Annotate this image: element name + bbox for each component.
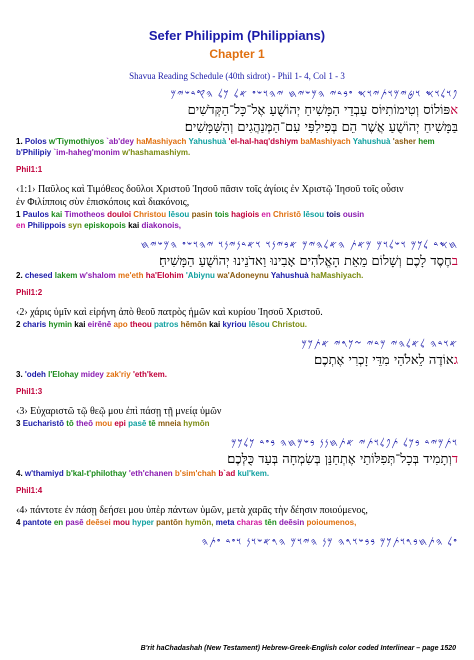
verse-number: 2. [16, 271, 23, 280]
transliteration-line [0, 136, 474, 158]
greek-translit-word: en [53, 518, 64, 527]
paleo-hebrew-line: 𐤏𐤋 𐤄𐤕𐤇𐤁𐤓𐤅𐤕𐤊𐤌 𐤁𐤁𐤔𐤅𐤓𐤄 𐤌𐤍 𐤄𐤉𐤅𐤌 𐤄𐤓𐤀𐤔𐤅𐤍 𐤅𐤏𐤃 𐤏𐤕𐤄 [201, 537, 458, 548]
greek-translit-word: douloi [107, 210, 132, 219]
hebrew-line [0, 451, 474, 468]
greek-transliteration-line [0, 418, 474, 429]
transliteration-line [0, 270, 474, 281]
translit-word: ha'Elohim [145, 271, 184, 280]
greek-translit-word: hagiois [231, 210, 260, 219]
hebrew-text: פּוֹלוֹס וְטִימוֹתִיּוֹס עַבְדֵי הַמָּשִׁיחַ יְהוֹשֻׁעַ אֶל־כָּל־הַקְּדֹשִׁים [187, 103, 451, 118]
hebrew-line [0, 102, 474, 119]
verse-number-hebrew: א [450, 103, 458, 118]
greek-translit-word: hymōn, [185, 518, 214, 527]
greek-translit-word: kyriou [222, 320, 247, 329]
greek-line: ‹1:1› Παῦλος καὶ Τιμόθεος δοῦλοι Χριστοῦ Ἰησοῦ πᾶσιν τοῖς ἁγίοις ἐν Χριστῷ Ἰησοῦ τοῖς οὖσιν [16, 184, 404, 195]
translit-word: haMashiyach. [310, 271, 364, 280]
reading-schedule: Shavua Reading Schedule (40th sidrot) - Phil 1- 4, Col 1 - 3 [129, 71, 345, 81]
greek-transliteration-line [0, 220, 474, 231]
translit-word: haMashiyach [136, 137, 187, 146]
verse-number: 4. [16, 469, 23, 478]
greek-translit-word: Philippois [27, 221, 66, 230]
paleo-hebrew-line: 𐤅𐤕𐤌𐤉𐤃 𐤁𐤊𐤋 𐤕𐤐𐤋𐤅𐤕𐤉 𐤀𐤕𐤇𐤍𐤍 𐤁𐤔𐤌𐤇𐤄 𐤁𐤏𐤃 𐤊𐤋𐤊𐤌 [231, 438, 458, 449]
hebrew-line [0, 253, 474, 270]
hebrew-text: אוֹדֶה לֵאלֹהַי מִדֵּי זָכְרִי אֶתְכֶם׃ [314, 353, 454, 368]
translit-word: w'Tiymothiyos [48, 137, 105, 146]
greek-translit-word: Christou. [271, 320, 307, 329]
translit-word: b`ad [218, 469, 236, 478]
greek-translit-word: kai [128, 221, 140, 230]
greek-translit-word: poioumenos, [306, 518, 357, 527]
greek-translit-word: en [261, 210, 271, 219]
greek-translit-word: Eucharistō [22, 419, 65, 428]
greek-translit-word: deēsin [278, 518, 305, 527]
greek-translit-word: mneia [157, 419, 182, 428]
greek-translit-word: deēsei [85, 518, 111, 527]
greek-translit-word: hymōn [183, 419, 210, 428]
greek-translit-word: tō [66, 419, 74, 428]
translit-word: lakem [54, 271, 78, 280]
greek-translit-word: Iēsou [303, 210, 325, 219]
translit-word: 'eth'chanen [128, 469, 173, 478]
greek-translit-word: pantōn [156, 518, 183, 527]
translit-word: Polos [24, 137, 47, 146]
transliteration-line [0, 468, 474, 479]
translit-word: Yahushuà [270, 271, 309, 280]
greek-translit-word: mou [95, 419, 113, 428]
greek-translit-word: episkopois [84, 221, 126, 230]
greek-translit-word: Iēsou [248, 320, 270, 329]
translit-word: 'odeh [24, 370, 46, 379]
greek-translit-word: hēmōn [180, 320, 207, 329]
translit-word: wa'Adoneynu [217, 271, 269, 280]
verse-number: 2 [16, 320, 21, 329]
hebrew-line [0, 352, 474, 369]
greek-translit-word: tois [326, 210, 341, 219]
greek-translit-word: kai [51, 210, 63, 219]
translit-word: baMashiyach [300, 137, 351, 146]
greek-translit-word: Christou [133, 210, 167, 219]
verse-number: 4 [16, 518, 21, 527]
greek-translit-word: tēn [264, 518, 277, 527]
greek-translit-word: kai [209, 320, 221, 329]
greek-line: ‹3› Εὐχαριστῶ τῷ θεῷ μου ἐπὶ πάσῃ τῇ μνείᾳ ὑμῶν [16, 406, 222, 417]
greek-translit-word: hymin [48, 320, 73, 329]
greek-transliteration-line [0, 209, 474, 220]
chapter-heading: Chapter 1 [209, 47, 265, 61]
greek-translit-word: apo [113, 320, 128, 329]
verse-number-hebrew: ב [451, 254, 458, 269]
verse-number: 1. [16, 137, 23, 146]
greek-translit-word: Iēsou [168, 210, 190, 219]
greek-translit-word: tois [214, 210, 229, 219]
translit-word: zak'riy [106, 370, 131, 379]
greek-translit-word: Paulos [22, 210, 49, 219]
greek-line: ‹2› χάρις ὑμῖν καὶ εἰρήνη ἀπὸ θεοῦ πατρὸς ἡμῶν καὶ κυρίου Ἰησοῦ Χριστοῦ. [16, 307, 323, 318]
translit-word: 'Abiynu [185, 271, 215, 280]
greek-translit-word: syn [68, 221, 82, 230]
greek-transliteration-line [0, 517, 474, 528]
paleo-hebrew-line: 𐤇𐤎𐤃 𐤋𐤊𐤌 𐤅𐤔𐤋𐤅𐤌 𐤌𐤀𐤕 𐤄𐤀𐤋𐤄𐤉𐤌 𐤀𐤁𐤉𐤍𐤅 𐤅𐤀𐤃𐤍𐤉𐤍𐤅 𐤉𐤄𐤅𐤔𐤏 𐤄𐤌𐤔𐤉𐤇 [140, 240, 458, 251]
translit-word: 'asher [392, 137, 416, 146]
greek-translit-word: meta [215, 518, 235, 527]
paleo-hebrew-line: 𐤐𐤅𐤋𐤅𐤎 𐤅𐤈𐤉𐤌𐤅𐤕𐤉𐤅𐤎 𐤏𐤁𐤃𐤉 𐤄𐤌𐤔𐤉𐤇 𐤉𐤄𐤅𐤔𐤏 𐤀𐤋 𐤊𐤋 𐤄𐤒𐤃𐤔𐤉𐤌 [170, 89, 458, 100]
greek-line: ἐν Φιλίπποις σὺν ἐπισκόποις καὶ διακόνοις, [16, 197, 190, 208]
verse-reference: Phil1:3 [16, 387, 43, 396]
verse-number-hebrew: ד [451, 452, 458, 467]
greek-translit-word: theou [129, 320, 152, 329]
greek-translit-word: theō [76, 419, 93, 428]
hebrew-text: וְתָמִיד בְּכָל־תְּפִלּוֹתַי אֶתְחַנֵּן בְּשִׂמְחָה בְּעַד כֻּלְּכֶם׃ [227, 452, 452, 467]
translit-word: l'Elohay [48, 370, 79, 379]
greek-translit-word: ousin [342, 210, 365, 219]
verse-reference: Phil1:4 [16, 486, 43, 495]
translit-word: Yahushuà [188, 137, 227, 146]
transliteration-line [0, 369, 474, 380]
greek-translit-word: Christō [273, 210, 301, 219]
greek-translit-word: pasē [128, 419, 147, 428]
translit-word: midey [80, 370, 104, 379]
translit-word: w'thamiyd [24, 469, 64, 478]
book-title: Sefer Philippim (Philippians) [148, 28, 326, 43]
translit-word: b'sim'chah [174, 469, 217, 478]
translit-word: me'eth [118, 271, 144, 280]
greek-translit-word: eirēnē [87, 320, 112, 329]
translit-word: kul'kem. [237, 469, 270, 478]
greek-translit-word: mou [113, 518, 130, 527]
page-footer: B'rit haChadashah (New Testament) Hebrew-Greek-English color coded Interlinear – page 1520 [140, 645, 456, 652]
translit-word: b'Philipiy [16, 148, 52, 157]
translit-word: Yahushuà [352, 137, 391, 146]
greek-translit-word: charis [22, 320, 47, 329]
translit-word: w'hashamashiym. [122, 148, 191, 157]
hebrew-line: בַּמָּשִׁיחַ יְהוֹשֻׁעַ אֲשֶׁר הֵם בְּפִילִפִּי עִם־הַמְּנַהֲגִים וְהַשַּׁמָּשִׁים׃ [184, 120, 458, 135]
verse-number: 3. [16, 370, 23, 379]
greek-translit-word: Timotheos [64, 210, 105, 219]
hebrew-text: חֶסֶד לָכֶם וְשָׁלוֹם מֵאֵת הָאֱלֹהִים אָבִינוּ וַאדֹנֵינוּ יְהוֹשֻׁעַ הַמָּשִׁיחַ׃ [159, 254, 452, 269]
translit-word: chesed [24, 271, 53, 280]
greek-translit-word: kai [74, 320, 86, 329]
greek-translit-word: hyper [132, 518, 154, 527]
translit-word: `ab'dey [106, 137, 134, 146]
verse-reference: Phil1:2 [16, 288, 43, 297]
greek-translit-word: charas [236, 518, 263, 527]
verse-number: 3 [16, 419, 21, 428]
greek-line: ‹4› πάντοτε ἐν πάσῃ δεήσει μου ὑπὲρ πάντων ὑμῶν, μετὰ χαρᾶς τὴν δέησιν ποιούμενος, [16, 505, 368, 516]
greek-transliteration-line [0, 319, 474, 330]
greek-translit-word: pantote [22, 518, 52, 527]
greek-translit-word: patros [153, 320, 179, 329]
verse-number-hebrew: ג [453, 353, 458, 368]
translit-word: hem [418, 137, 435, 146]
greek-translit-word: pasin [191, 210, 213, 219]
greek-translit-word: en [16, 221, 26, 230]
translit-word: 'el-hal-haq'dshiym [228, 137, 299, 146]
verse-reference: Phil1:1 [16, 165, 43, 174]
greek-translit-word: pasē [65, 518, 84, 527]
greek-translit-word: tē [148, 419, 156, 428]
translit-word: 'eth'kem. [132, 370, 167, 379]
translit-word: b'kal-t'philothay [65, 469, 127, 478]
translit-word: w'shalom [79, 271, 116, 280]
greek-translit-word: epi [114, 419, 126, 428]
translit-word: `im-haheg'monim [53, 148, 120, 157]
paleo-hebrew-line: 𐤀𐤅𐤃𐤄 𐤋𐤀𐤋𐤄𐤉 𐤌𐤃𐤉 𐤆𐤊𐤓𐤉 𐤀𐤕𐤊𐤌 [301, 339, 458, 350]
verse-number: 1 [16, 210, 21, 219]
greek-translit-word: diakonois, [141, 221, 182, 230]
